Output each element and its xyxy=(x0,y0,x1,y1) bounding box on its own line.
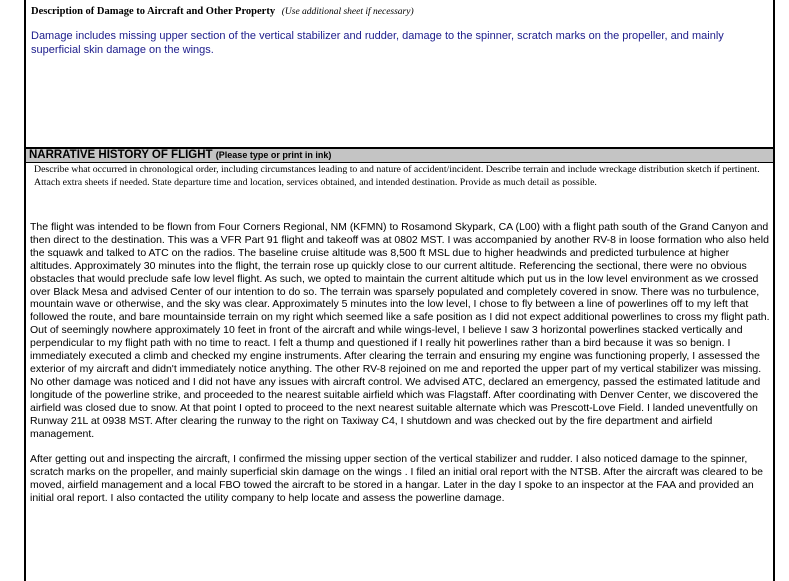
narrative-text-field[interactable] xyxy=(30,221,770,517)
damage-section-header xyxy=(31,6,414,17)
damage-description-field[interactable]: Damage includes missing upper section of the vertical stabilizer and rudder, damage to the spinner, scratch marks on the propeller, and mainly superficial skin damage on the wings. xyxy=(31,30,724,56)
narrative-section-header xyxy=(29,149,331,162)
narrative-paragraph: After getting out and inspecting the aircraft, I confirmed the missing upper section of the vertical stabilizer and rudder. I also noticed damage to the spinner, scratch marks on the propeller, and mainly superficial skin damage on the wings . I filed an initial oral report with the NTSB. After the aircraft was cleared to be moved, airfield management and a local FBO towed the aircraft to be stored in a hangar. Later in the day I spoke to an inspector at the FAA and provided an initial oral report. I also contacted the utility company to help locate and assess the powerline damage. xyxy=(30,452,764,504)
narrative-paragraph: The flight was intended to be flown from Four Corners Regional, NM (KFMN) to Rosamond Skypark, CA (L00) with a flight path south of the Grand Canyon and then direct to the destination. This was a VFR Part 91 flight and takeoff was at 0802 MST. I was accompanied by another RV-8 in loose formation who also held the squawk and talked to ATC on the radios. The baseline cruise altitude was 8,500 ft MSL due to higher headwinds and predicted turbulence at higher altitudes. Approximately 30 minutes into the flight, the terrain rose up quickly close to our current altitude. Referencing the sectional, there were no obvious obstacles that would preclude safe low level flight. As such, we opted to maintain the current altitude which put us in the low level environment as we crossed over Black Mesa and advised Center of our intention to do so. The terrain was sparsely populated and completely covered in snow. There was no turbulence, mountain wave or otherwise, and the sky was clear. Approximately 5 minutes into the low level, I chose to fly between a line of powerlines off to my left that followed the route, and bare mountainside terrain on my right which seemed like a safe position as I did not expect additional powerlines to cross my flight path. Out of seemingly nowhere approximately 10 feet in front of the aircraft and while wings-level, I believe I saw 3 horizontal powerlines stacked vertically and perpendicular to my flight path with no time to react. I felt a thump and questioned if I really hit powerlines rather than a bird because it was so benign. I immediately executed a climb and checked my engine instruments. After clearing the terrain and ensuring my engine was functioning properly, I assessed the exterior of my aircraft and didn't immediately notice anything. The other RV-8 rejoined on me and reported the upper part of my vertical stabilizer was missing. No other damage was noticed and I did not have any issues with aircraft control. We advised ATC, declared an emergency, passed the estimated latitude and longitude of the powerline strike, and proceeded to the nearest suitable airfield which was Flagstaff. After coordinating with Denver Center, we discovered the airfield was closed due to snow. At that point I opted to proceed to the next nearest suitable alternate which was Prescott-Love Field. I landed uneventfully on Runway 21L at 0938 MST. After clearing the runway to the right on Taxiway C4, I shutdown and was checked out by the fire department and airfield management. xyxy=(30,221,770,440)
narrative-section-title: NARRATIVE HISTORY OF FLIGHT xyxy=(29,149,213,161)
narrative-instructions: Describe what occurred in chronological order, including circumstances leading to and nature of accident/incident. Describe terrain and include wreckage distribution sketch if pertinent. Attach extra sheets if needed. State departure time and location, services obtained, and intended destination. Provide as much detail as possible. xyxy=(34,164,760,188)
form-frame xyxy=(24,0,775,581)
damage-section-note: (Use additional sheet if necessary) xyxy=(281,7,414,17)
narrative-section-bar xyxy=(26,147,773,163)
narrative-section-subtitle: (Please type or print in ink) xyxy=(215,150,332,160)
damage-section-title: Description of Damage to Aircraft and Other Property xyxy=(31,6,276,17)
